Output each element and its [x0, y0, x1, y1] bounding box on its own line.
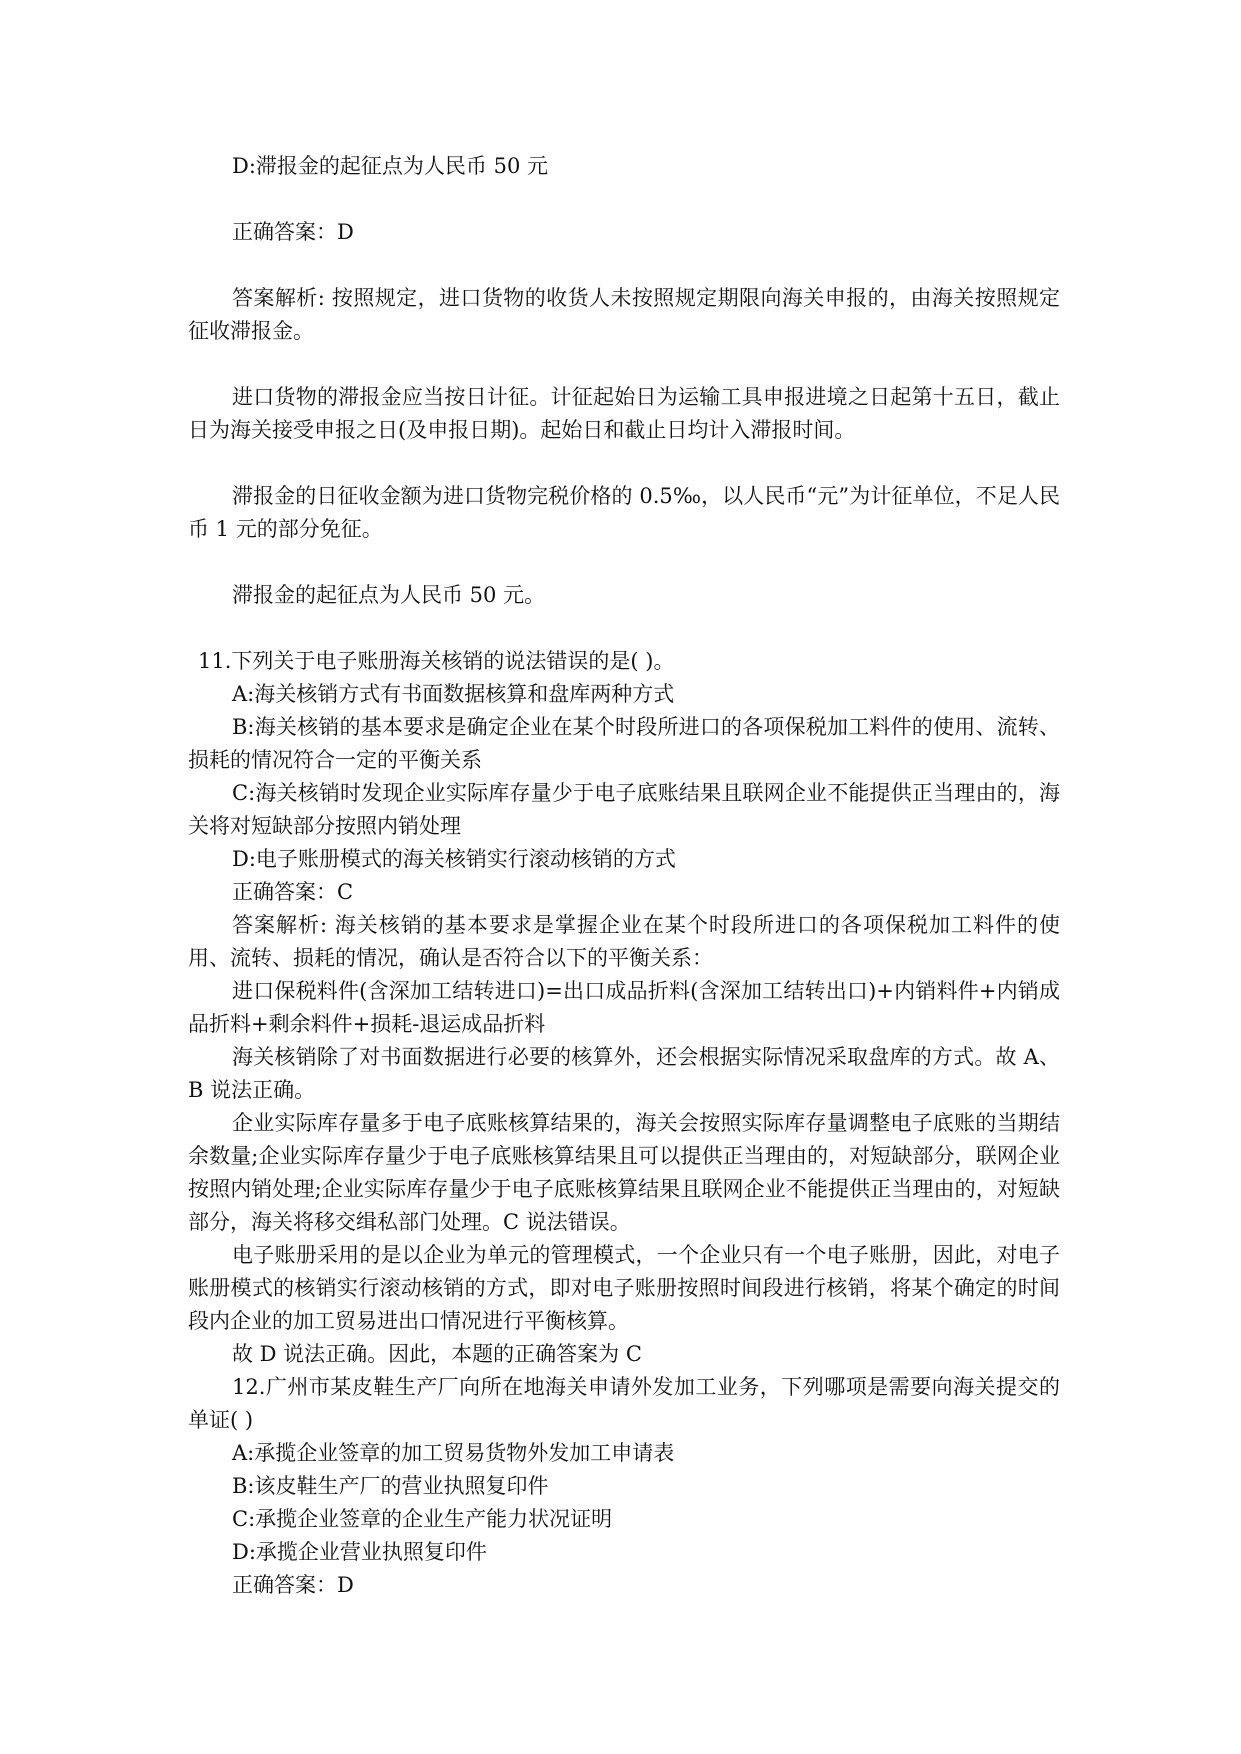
- answer-previous: 正确答案：D: [232, 220, 354, 244]
- question-11-option-b: B:海关核销的基本要求是确定企业在某个时段所进口的各项保税加工料件的使用、流转、损耗的情况符合一定的平衡关系: [188, 715, 1060, 772]
- question-12-block: [188, 1371, 1060, 1602]
- question-12-option-d: D:承揽企业营业执照复印件: [232, 1540, 487, 1564]
- option-d-previous: D:滞报金的起征点为人民币 50 元: [232, 154, 548, 178]
- question-11-analysis: 企业实际库存量多于电子底账核算结果的，海关会按照实际库存量调整电子底账的当期结余数量;企业实际库存量少于电子底账核算结果且可以提供正当理由的，对短缺部分，联网企业按照内销处理;企业实际库存量少于电子底账核算结果且联网企业不能提供正当理由的，对短缺部分，海关将移交缉私部门处理。C 说法错误。: [188, 1111, 1060, 1234]
- question-11-analysis: 海关核销除了对书面数据进行必要的核算外，还会根据实际情况采取盘库的方式。故 A、B 说法正确。: [188, 1045, 1060, 1102]
- section-late-declaration-fee: [188, 150, 1060, 612]
- question-12-answer: 正确答案：D: [232, 1573, 354, 1597]
- question-12-stem: 12.广州市某皮鞋生产厂向所在地海关申请外发加工业务，下列哪项是需要向海关提交的单证( ): [188, 1375, 1060, 1432]
- question-11-block: [188, 645, 1060, 1371]
- analysis-paragraph: 滞报金的日征收金额为进口货物完税价格的 0.5‰，以人民币“元”为计征单位，不足人民币 1 元的部分免征。: [188, 484, 1060, 541]
- question-12-option-a: A:承揽企业签章的加工贸易货物外发加工申请表: [232, 1441, 675, 1465]
- page-content: [188, 150, 1060, 1602]
- question-11-analysis: 答案解析: 海关核销的基本要求是掌握企业在某个时段所进口的各项保税加工料件的使用、流转、损耗的情况，确认是否符合以下的平衡关系：: [188, 913, 1060, 970]
- analysis-previous: 答案解析: 按照规定，进口货物的收货人未按照规定期限向海关申报的，由海关按照规定征收滞报金。: [188, 286, 1060, 343]
- question-12-option-b: B:该皮鞋生产厂的营业执照复印件: [232, 1474, 549, 1498]
- question-11-answer: 正确答案：C: [232, 880, 354, 904]
- question-11-option-c: C:海关核销时发现企业实际库存量少于电子底账结果且联网企业不能提供正当理由的，海关将对短缺部分按照内销处理: [188, 781, 1060, 838]
- question-12-option-c: C:承揽企业签章的企业生产能力状况证明: [232, 1507, 613, 1531]
- question-11-analysis: 故 D 说法正确。因此，本题的正确答案为 C: [232, 1342, 642, 1366]
- question-11-analysis: 进口保税料件(含深加工结转进口)=出口成品折料(含深加工结转出口)+内销料件+内销成品折料+剩余料件+损耗-退运成品折料: [188, 979, 1060, 1036]
- question-11-analysis: 电子账册采用的是以企业为单元的管理模式，一个企业只有一个电子账册，因此，对电子账册模式的核销实行滚动核销的方式，即对电子账册按照时间段进行核销，将某个确定的时间段内企业的加工贸易进出口情况进行平衡核算。: [188, 1243, 1060, 1333]
- question-11-stem: 11.下列关于电子账册海关核销的说法错误的是( )。: [198, 649, 675, 673]
- question-11-option-d: D:电子账册模式的海关核销实行滚动核销的方式: [232, 847, 676, 871]
- analysis-paragraph: 进口货物的滞报金应当按日计征。计征起始日为运输工具申报进境之日起第十五日，截止日为海关接受申报之日(及申报日期)。起始日和截止日均计入滞报时间。: [188, 385, 1060, 442]
- analysis-paragraph: 滞报金的起征点为人民币 50 元。: [232, 583, 546, 607]
- question-11-option-a: A:海关核销方式有书面数据核算和盘库两种方式: [232, 682, 675, 706]
